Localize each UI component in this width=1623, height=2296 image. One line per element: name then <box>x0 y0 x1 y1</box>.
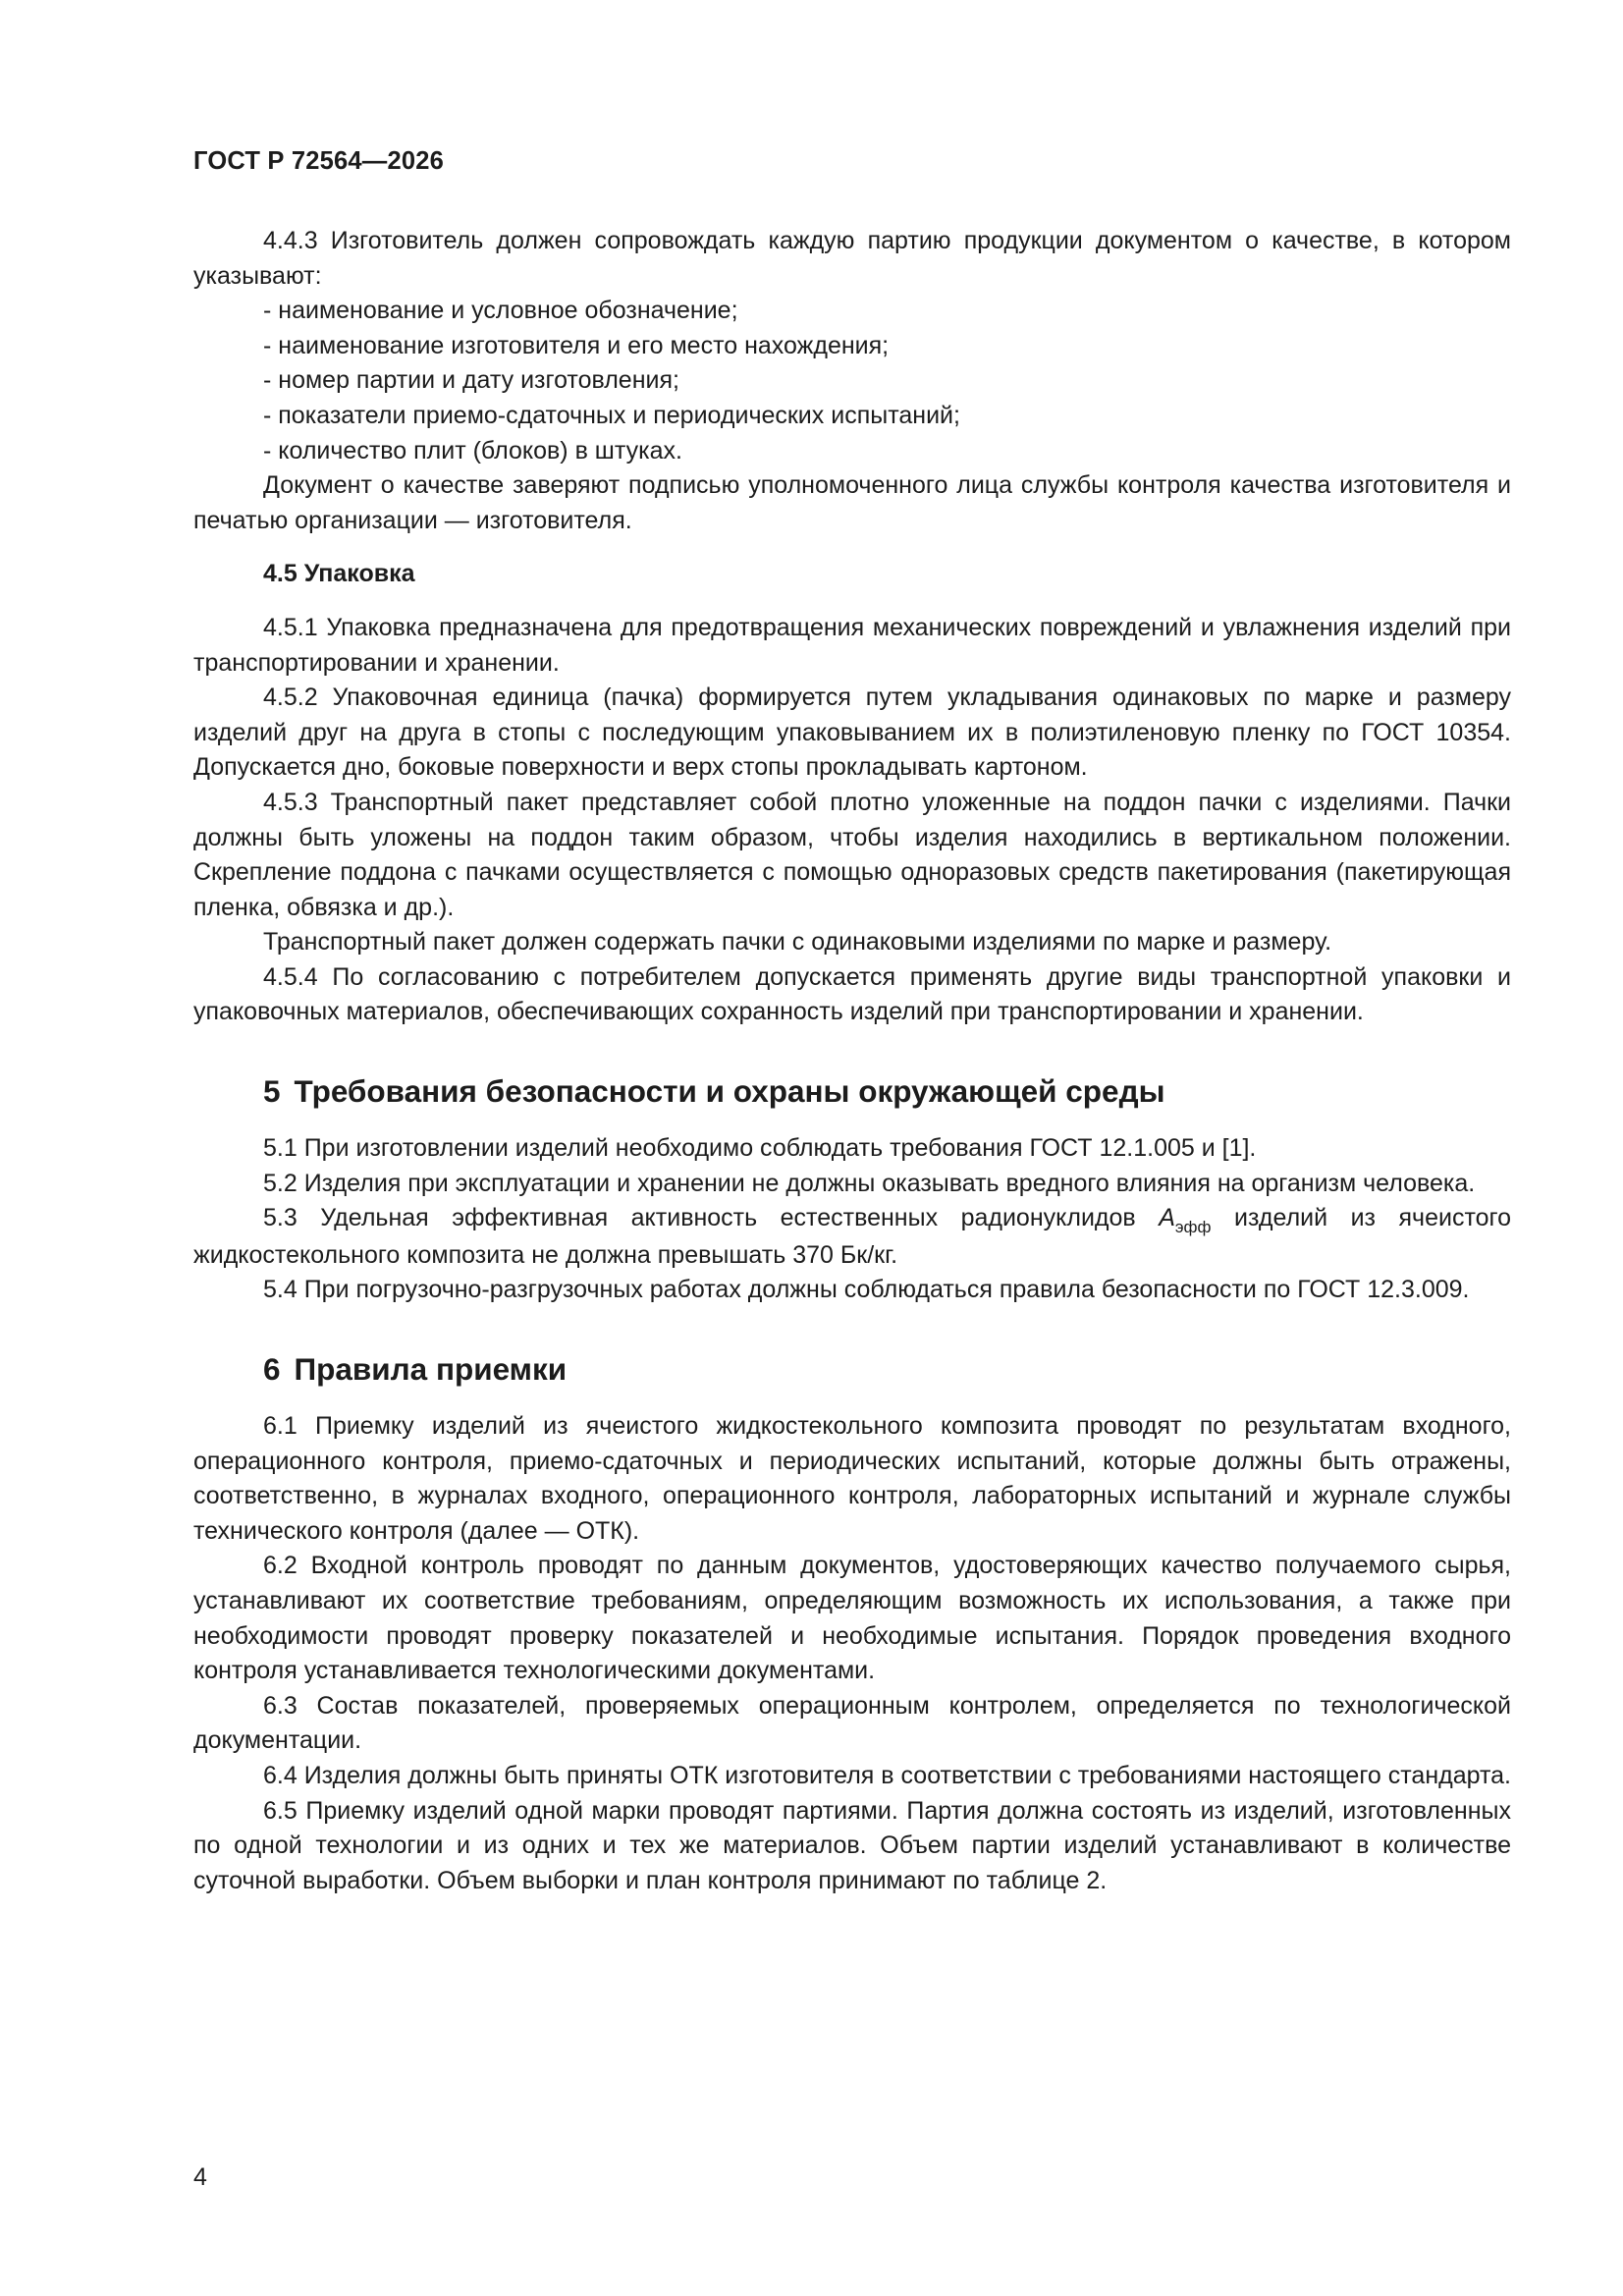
section-title: Правила приемки <box>294 1351 568 1388</box>
requirements-list <box>193 294 1511 468</box>
paragraph-4-5-4: 4.5.4 По согласованию с потребителем допускается применять другие виды транспортной упаковки и упаковочных материалов, обеспечивающих сохранность изделий при транспортировании и хранении. <box>193 962 1511 1026</box>
symbol-subscript: эфф <box>1174 1218 1212 1237</box>
text-fragment: изделий из ячеистого жидкостекольного композита не должна превышать 370 Бк/кг. <box>193 1204 1511 1269</box>
page-body <box>193 224 1511 1898</box>
paragraph-6-5: 6.5 Приемку изделий одной марки проводят партиями. Партия должна состоять из изделий, изготовленных по одной технологии и из одних и тех же материалов. Объем партии изделий устанавливают в количестве суточной выработки. Объем выборки и план контроля принимают по таблице 2. <box>193 1796 1511 1894</box>
list-item: - номер партии и дату изготовления; <box>263 366 679 395</box>
paragraph-quality-document: Документ о качестве заверяют подписью уполномоченного лица службы контроля качества изготовителя и печатью организации — изготовителя. <box>193 471 1511 534</box>
list-item: - показатели приемо-сдаточных и периодических испытаний; <box>263 401 960 429</box>
paragraph-4-5-1: 4.5.1 Упаковка предназначена для предотвращения механических повреждений и увлажнения изделий при транспортировании и хранении. <box>193 613 1511 677</box>
section-number: 5 <box>263 1073 281 1110</box>
paragraph-transport-package: Транспортный пакет должен содержать пачки с одинаковыми изделиями по марке и размеру. <box>263 928 1332 957</box>
section-heading-6 <box>193 1350 1511 1388</box>
symbol-a: A <box>1159 1204 1175 1232</box>
paragraph-5-4: 5.4 При погрузочно-разгрузочных работах должны соблюдаться правила безопасности по ГОСТ 12.3.009. <box>263 1276 1470 1304</box>
section-number: 6 <box>263 1351 281 1388</box>
list-item: - наименование и условное обозначение; <box>263 297 738 325</box>
paragraph-4-5-3: 4.5.3 Транспортный пакет представляет собой плотно уложенные на поддон пачки с изделиями. Пачки должны быть уложены на поддон таким образом, чтобы изделия находились в вертикальном положении. Скрепление поддона с пачками осуществляется с помощью одноразовых средств пакетирования (пакетирующая пленка, обвязка и др.). <box>193 788 1511 921</box>
section-heading-5 <box>193 1072 1511 1110</box>
paragraph-5-1: 5.1 При изготовлении изделий необходимо соблюдать требования ГОСТ 12.1.005 и [1]. <box>263 1134 1257 1163</box>
section-title: Требования безопасности и охраны окружающей среды <box>294 1073 1165 1110</box>
paragraph-6-2: 6.2 Входной контроль проводят по данным документов, удостоверяющих качество получаемого сырья, устанавливают их соответствие требованиям, определяющим возможность их использования, а также при необходимости проводят проверку показателей и необходимые испытания. Порядок проведения входного контроля устанавливается технологическими документами. <box>193 1552 1511 1685</box>
paragraph-5-3 <box>193 1201 1511 1273</box>
paragraph-5-2: 5.2 Изделия при эксплуатации и хранении не должны оказывать вредного влияния на организм человека. <box>263 1169 1476 1197</box>
list-item: - наименование изготовителя и его место нахождения; <box>263 331 890 359</box>
paragraph-6-1: 6.1 Приемку изделий из ячеистого жидкостекольного композита проводят по результатам входного, операционного контроля, приемо-сдаточных и периодических испытаний, которые должны быть отражены, соответственно, в журналах входного, операционного контроля, лабораторных испытаний и журнале службы технического контроля (далее — ОТК). <box>193 1412 1511 1545</box>
paragraph-6-4: 6.4 Изделия должны быть приняты ОТК изготовителя в соответствии с требованиями настоящего стандарта. <box>263 1761 1511 1789</box>
text-fragment: 5.3 Удельная эффективная активность естественных радионуклидов <box>263 1204 1160 1232</box>
paragraph-4-4-3: 4.4.3 Изготовитель должен сопровождать каждую партию продукции документом о качестве, в котором указывают: <box>193 227 1511 290</box>
paragraph-4-5-2: 4.5.2 Упаковочная единица (пачка) формируется путем укладывания одинаковых по марке и размеру изделий друг на друга в стопы с последующим упаковыванием их в полиэтиленовую пленку по ГОСТ 10354. Допускается дно, боковые поверхности и верх стопы прокладывать картоном. <box>193 683 1511 782</box>
document-header: ГОСТ Р 72564—2026 <box>193 147 445 175</box>
paragraph-6-3: 6.3 Состав показателей, проверяемых операционным контролем, определяется по технологической документации. <box>193 1691 1511 1755</box>
page-number: 4 <box>193 2163 207 2191</box>
subsection-heading-4-5: 4.5 Упаковка <box>263 560 415 588</box>
list-item: - количество плит (блоков) в штуках. <box>263 436 682 465</box>
